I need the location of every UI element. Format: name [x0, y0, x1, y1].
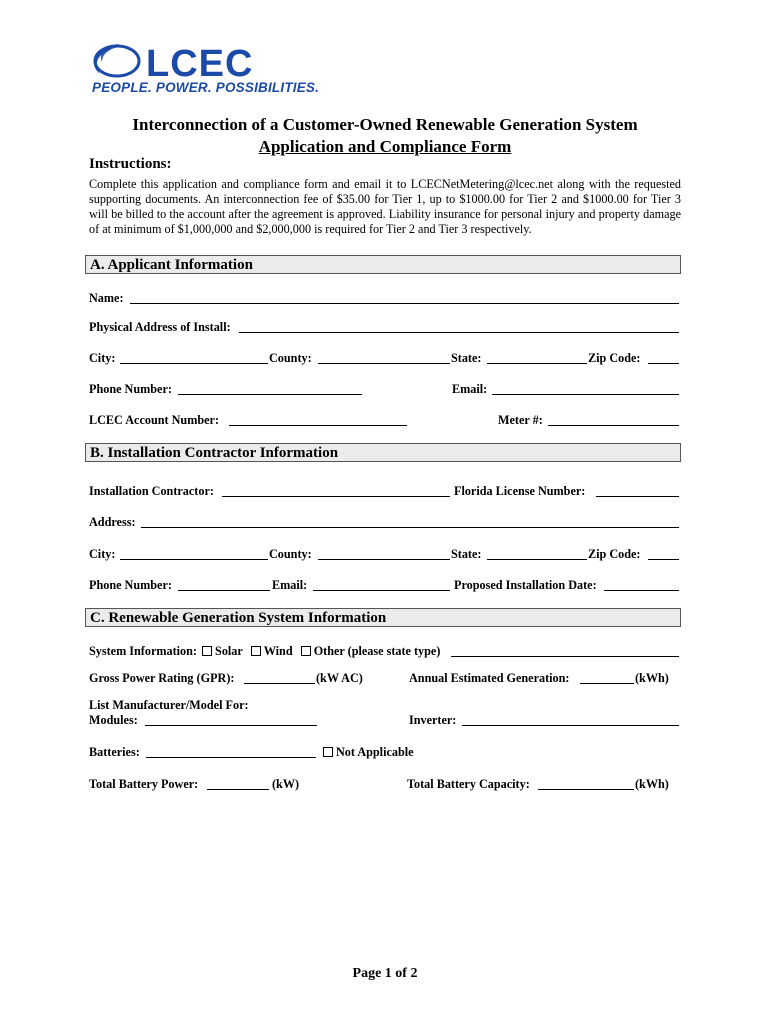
install-address-label: Physical Address of Install: [89, 320, 231, 334]
applicant-email-label: Email: [452, 382, 488, 396]
page-number: Page 1 of 2 [352, 966, 418, 981]
inverter-label: Inverter: [409, 713, 457, 727]
contractor-city-field[interactable] [120, 547, 268, 560]
solar-label: Solar [215, 644, 243, 658]
contractor-label: Installation Contractor: [89, 484, 214, 498]
install-date-label: Proposed Installation Date: [454, 578, 597, 592]
install-date-field[interactable] [604, 578, 679, 591]
form-subtitle: Application and Compliance Form [258, 137, 512, 156]
not-applicable-checkbox[interactable] [323, 747, 333, 757]
solar-checkbox[interactable] [202, 646, 212, 656]
section-c-header [85, 608, 681, 627]
form-title: Interconnection of a Customer-Owned Renewable Generation System [132, 115, 638, 134]
lcec-logo-text: LCEC [146, 44, 254, 80]
annual-generation-unit: (kWh) [635, 671, 669, 685]
applicant-state-label: State: [451, 351, 482, 365]
not-applicable-label: Not Applicable [336, 745, 414, 759]
account-number-label: LCEC Account Number: [89, 413, 219, 427]
annual-generation-field[interactable] [580, 671, 634, 684]
contractor-email-label: Email: [272, 578, 308, 592]
contractor-city-label: City: [89, 547, 116, 561]
battery-power-unit: (kW) [272, 777, 300, 791]
not-applicable-row [321, 745, 414, 759]
section-b-title: B. Installation Contractor Information [90, 445, 339, 461]
battery-power-label: Total Battery Power: [89, 777, 199, 791]
batteries-label: Batteries: [89, 745, 140, 759]
system-info-row [89, 644, 440, 658]
instructions-heading: Instructions: [89, 156, 172, 172]
battery-capacity-label: Total Battery Capacity: [407, 777, 530, 791]
lcec-logo-mark [90, 44, 330, 80]
meter-number-field[interactable] [548, 413, 679, 426]
applicant-name-label: Name: [89, 291, 124, 305]
section-a-title: A. Applicant Information [90, 257, 253, 273]
meter-number-label: Meter #: [498, 413, 543, 427]
applicant-zip-label: Zip Code: [588, 351, 641, 365]
install-address-field[interactable] [239, 320, 679, 333]
contractor-zip-label: Zip Code: [588, 547, 641, 561]
logo-tagline: PEOPLE. POWER. POSSIBILITIES. [92, 80, 320, 95]
annual-generation-label: Annual Estimated Generation: [409, 671, 570, 685]
lcec-logo [90, 44, 330, 96]
applicant-county-label: County: [269, 351, 312, 365]
contractor-state-label: State: [451, 547, 482, 561]
other-checkbox[interactable] [301, 646, 311, 656]
battery-capacity-field[interactable] [538, 777, 634, 790]
contractor-address-label: Address: [89, 515, 136, 529]
section-b-header [85, 443, 681, 462]
wind-label: Wind [263, 644, 293, 658]
contractor-field[interactable] [222, 484, 450, 497]
contractor-email-field[interactable] [313, 578, 450, 591]
applicant-zip-field[interactable] [648, 351, 679, 364]
contractor-phone-field[interactable] [178, 578, 270, 591]
modules-field[interactable] [145, 713, 317, 726]
battery-capacity-unit: (kWh) [635, 777, 669, 791]
other-label: Other (please state type) [313, 644, 441, 658]
contractor-zip-field[interactable] [648, 547, 679, 560]
contractor-phone-label: Phone Number: [89, 578, 172, 592]
applicant-state-field[interactable] [487, 351, 587, 364]
contractor-county-label: County: [269, 547, 312, 561]
applicant-city-field[interactable] [120, 351, 268, 364]
applicant-city-label: City: [89, 351, 116, 365]
contractor-address-field[interactable] [141, 515, 679, 528]
contractor-state-field[interactable] [487, 547, 587, 560]
account-number-field[interactable] [229, 413, 407, 426]
applicant-name-field[interactable] [130, 291, 679, 304]
wind-checkbox[interactable] [251, 646, 261, 656]
license-number-label: Florida License Number: [454, 484, 586, 498]
applicant-phone-field[interactable] [178, 382, 362, 395]
other-type-field[interactable] [451, 644, 679, 657]
gpr-field[interactable] [244, 671, 315, 684]
applicant-county-field[interactable] [318, 351, 450, 364]
batteries-field[interactable] [146, 745, 316, 758]
contractor-county-field[interactable] [318, 547, 450, 560]
battery-power-field[interactable] [207, 777, 269, 790]
section-c-title: C. Renewable Generation System Information [90, 610, 387, 626]
section-a-header [85, 255, 681, 274]
modules-label: Modules: [89, 713, 138, 727]
system-info-label: System Information: [89, 644, 197, 658]
instructions-text: Complete this application and compliance form and email it to LCECNetMetering@lcec.net along with the requested supporting documents. An interconnection fee of $35.00 for Tier 1, up to $1000.00 for Tier 2 and $1000.00 for Tier 3 will be billed to the account after the agreement is approved. Liability insurance for personal injury and property damage of at minimum of $1,000,000 and $2,000,000 is required for Tier 2 and Tier 3 respectively. [89, 177, 681, 236]
applicant-phone-label: Phone Number: [89, 382, 172, 396]
inverter-field[interactable] [462, 713, 679, 726]
gpr-unit: (kW AC) [316, 671, 363, 685]
applicant-email-field[interactable] [492, 382, 679, 395]
list-manufacturer-label: List Manufacturer/Model For: [89, 698, 249, 712]
license-number-field[interactable] [596, 484, 679, 497]
gpr-label: Gross Power Rating (GPR): [89, 671, 235, 685]
